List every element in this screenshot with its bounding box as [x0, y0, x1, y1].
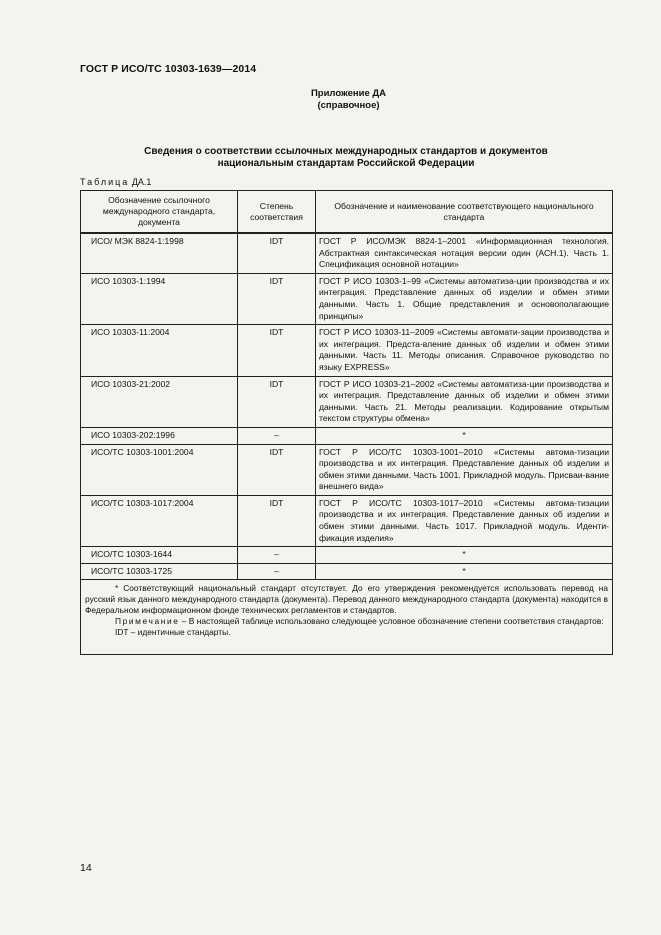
cell-reference: ИСО/ МЭК 8824-1:1998 — [81, 233, 238, 273]
idt-definition: IDT – идентичные стандарты. — [115, 627, 231, 638]
cell-degree: IDT — [238, 273, 316, 324]
cell-national: * — [316, 547, 613, 564]
table-row — [81, 495, 613, 546]
cell-reference: ИСО 10303-202:1996 — [81, 427, 238, 444]
note-text: – В настоящей таблице использовано следующее условное обозначение степени соответствия стандартов: — [179, 616, 604, 627]
cell-national: ГОСТ Р ИСО 10303-21–2002 «Системы автоматиза-ции производства и их интеграция. Представление данных об изделии и обмен этими данными. Часть 21. Методы реализации. Кодирование открытым текстом структуры обмена» — [316, 376, 613, 427]
cell-degree: – — [238, 563, 316, 580]
table-row — [81, 563, 613, 580]
cell-degree: IDT — [238, 495, 316, 546]
note-paragraph — [85, 616, 608, 627]
table-row — [81, 427, 613, 444]
cell-national: ГОСТ Р ИСО 10303-11–2009 «Системы автомати-зации производства и их интеграция. Предста-вление данных об изделии и обмен этими данными. Часть 11. Методы описания. Справочное руководство по языку EXPRESS» — [316, 325, 613, 376]
cell-reference: ИСО 10303-21:2002 — [81, 376, 238, 427]
cell-degree: – — [238, 427, 316, 444]
footnote-text: * Соответствующий национальный стандарт отсутствует. До его утверждения рекомендуется использовать перевод на русский язык данного международного стандарта (документа). Перевод данного международного стандарта (документа) находится в Федеральном информационном фонде технических регламентов и стандартов. — [85, 583, 608, 616]
cell-reference: ИСО/ТС 10303-1001:2004 — [81, 444, 238, 495]
correspondence-table — [80, 190, 613, 655]
table-caption-id: ДА.1 — [131, 177, 152, 187]
table-row — [81, 547, 613, 564]
table-caption-word: Таблица — [80, 177, 130, 187]
cell-degree: IDT — [238, 376, 316, 427]
cell-national: ГОСТ Р ИСО/ТС 10303-1001–2010 «Системы автома-тизации производства и их интеграция. Представление данных об изделии и обмен этими данными. Часть 1001. Прикладной модуль. Присваи-вание внешнего вида» — [316, 444, 613, 495]
table-header-row — [81, 191, 613, 234]
heading-line-2: национальным стандартам Российской Федерации — [217, 158, 475, 169]
table-row — [81, 444, 613, 495]
table-row — [81, 376, 613, 427]
cell-national: ГОСТ Р ИСО 10303-1–99 «Системы автоматиза-ции производства и их интеграция. Представление данных об изделии и обмен этими данными. Часть 1. Общие представления и основополагающие принципы» — [316, 273, 613, 324]
table-footnote-row — [81, 580, 613, 655]
table-container — [80, 190, 613, 655]
appendix-subtitle: (справочное) — [317, 100, 380, 111]
cell-national: ГОСТ Р ИСО/ТС 10303-1017–2010 «Системы автома-тизации производства и их интеграция. Представление данных об изделии и обмен этими данными. Часть 1017. Прикладной модуль. Иденти-фикация изделия» — [316, 495, 613, 546]
header-national: Обозначение и наименование соответствующего национального стандарта — [316, 191, 613, 234]
appendix-title: Приложение ДА — [310, 88, 387, 99]
table-row — [81, 325, 613, 376]
cell-reference: ИСО/ТС 10303-1017:2004 — [81, 495, 238, 546]
cell-national: * — [316, 563, 613, 580]
cell-reference: ИСО 10303-1:1994 — [81, 273, 238, 324]
header-degree: Степень соответствия — [238, 191, 316, 234]
cell-reference: ИСО 10303-11:2004 — [81, 325, 238, 376]
page-number: 14 — [80, 862, 92, 874]
note-label: Примечание — [115, 616, 180, 627]
cell-degree: IDT — [238, 444, 316, 495]
table-row — [81, 233, 613, 273]
table-footnote-cell — [81, 580, 613, 655]
cell-reference: ИСО/ТС 10303-1644 — [81, 547, 238, 564]
cell-reference: ИСО/ТС 10303-1725 — [81, 563, 238, 580]
document-code: ГОСТ Р ИСО/ТС 10303-1639—2014 — [80, 63, 257, 75]
section-heading — [80, 146, 612, 170]
cell-national: * — [316, 427, 613, 444]
table-caption — [80, 177, 151, 187]
cell-degree: IDT — [238, 325, 316, 376]
header-reference: Обозначение ссылочного международного стандарта, документа — [81, 191, 238, 234]
appendix-block — [0, 88, 661, 112]
table-row — [81, 273, 613, 324]
heading-line-1: Сведения о соответствии ссылочных международных стандартов и документов — [144, 146, 548, 157]
cell-degree: – — [238, 547, 316, 564]
cell-national: ГОСТ Р ИСО/МЭК 8824-1–2001 «Информационная технология. Абстрактная синтаксическая нотация версии один (АСН.1). Часть 1. Спецификация основной нотации» — [316, 233, 613, 273]
cell-degree: IDT — [238, 233, 316, 273]
